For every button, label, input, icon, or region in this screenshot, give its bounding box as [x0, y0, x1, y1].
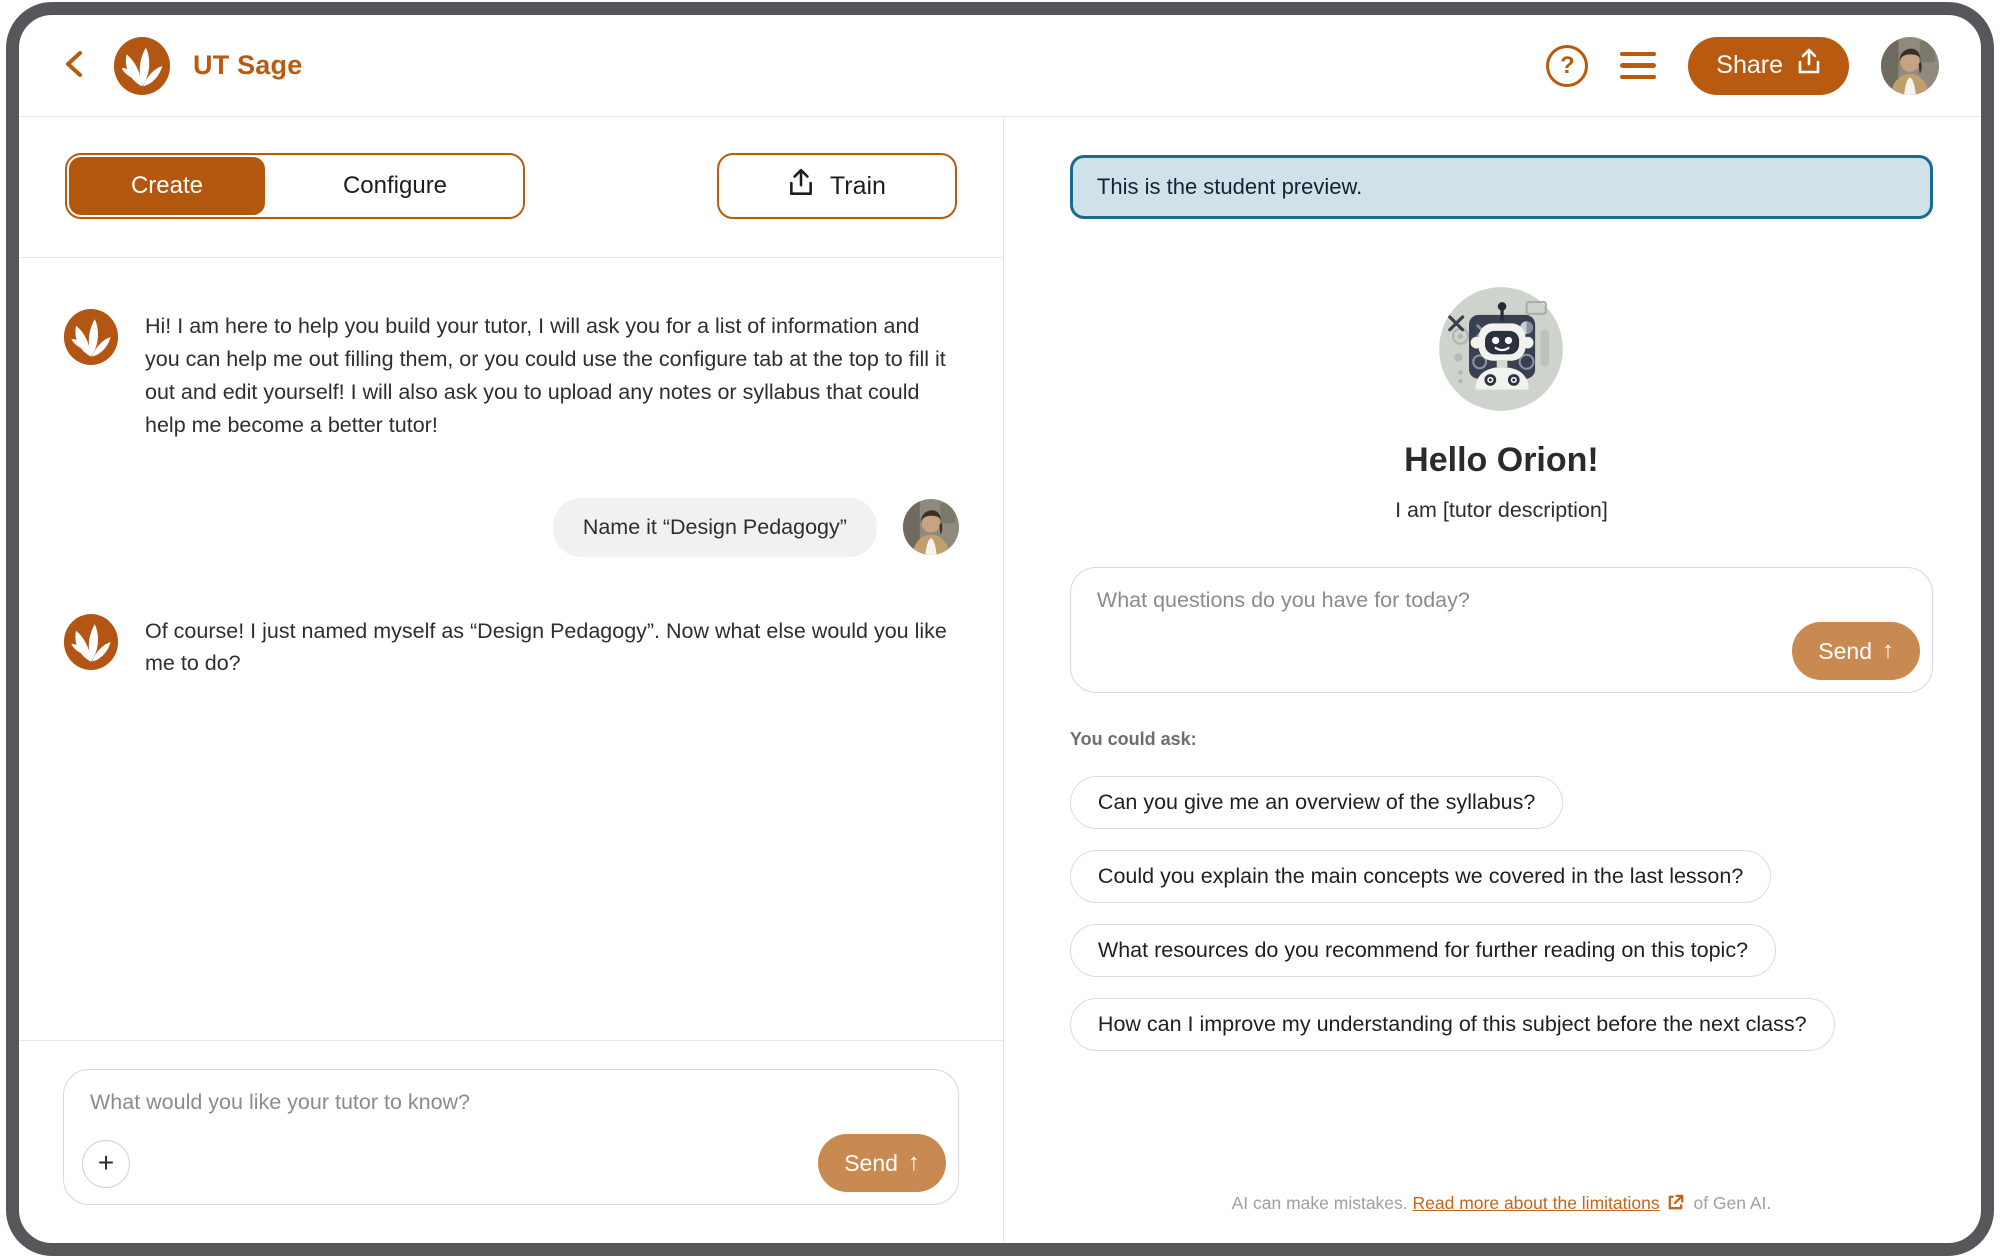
- tutor-leaf-avatar-icon: [63, 308, 119, 366]
- builder-panel: [19, 117, 1004, 1243]
- assistant-message-text: Of course! I just named myself as “Design Pedagogy”. Now what else would you like me to do?: [145, 618, 947, 676]
- app-window: [6, 2, 1994, 1256]
- header: [19, 15, 1981, 117]
- create-configure-tabs: [65, 153, 525, 219]
- share-button-label: Share: [1716, 51, 1783, 79]
- limitations-link[interactable]: Read more about the limitations: [1412, 1193, 1660, 1213]
- tab-row: [19, 117, 1003, 258]
- ut-sage-logo-icon: [113, 36, 171, 96]
- header-right: [1546, 37, 1939, 95]
- ai-disclaimer: [1070, 1185, 1933, 1221]
- suggestion-pill[interactable]: Can you give me an overview of the syllabus?: [1070, 776, 1563, 829]
- student-send-button[interactable]: [1792, 622, 1920, 680]
- arrow-up-icon: ↑: [907, 1149, 920, 1176]
- app-title: UT Sage: [193, 50, 303, 80]
- train-button-label: Train: [829, 171, 886, 200]
- disclaimer-suffix: of Gen AI.: [1688, 1193, 1772, 1213]
- arrow-up-icon: ↑: [1882, 637, 1894, 664]
- user-avatar: [903, 499, 959, 555]
- assistant-message: [63, 308, 959, 442]
- builder-composer: [63, 1069, 959, 1205]
- tutor-hero: [1070, 285, 1933, 523]
- share-button[interactable]: [1688, 37, 1849, 95]
- back-chevron-icon: [61, 47, 87, 84]
- plus-icon: +: [97, 1146, 115, 1178]
- tutor-description: I am [tutor description]: [1395, 498, 1608, 522]
- suggestion-pill[interactable]: Could you explain the main concepts we covered in the last lesson?: [1070, 850, 1771, 903]
- help-button[interactable]: [1546, 45, 1588, 87]
- user-message-text: Name it “Design Pedagogy”: [553, 498, 877, 557]
- builder-send-button[interactable]: [818, 1134, 946, 1192]
- attach-button[interactable]: [82, 1140, 130, 1188]
- help-icon: ?: [1546, 45, 1588, 87]
- external-link-icon: [1666, 1193, 1685, 1217]
- suggestion-pill[interactable]: What resources do you recommend for further reading on this topic?: [1070, 924, 1776, 977]
- suggestions-section: [1070, 729, 1933, 1051]
- train-button[interactable]: [717, 153, 957, 219]
- student-preview-banner: This is the student preview.: [1070, 155, 1933, 219]
- user-avatar[interactable]: [1881, 37, 1939, 95]
- student-preview-panel: [1004, 117, 1981, 1243]
- assistant-message: [63, 613, 959, 681]
- header-left: [57, 36, 302, 96]
- disclaimer-prefix: AI can make mistakes.: [1231, 1193, 1413, 1213]
- send-button-label: Send: [1818, 637, 1872, 664]
- student-composer: [1070, 567, 1933, 693]
- suggestion-pill[interactable]: How can I improve my understanding of this subject before the next class?: [1070, 998, 1835, 1051]
- send-button-label: Send: [844, 1149, 898, 1176]
- share-upload-icon: [1797, 48, 1821, 83]
- builder-composer-section: [19, 1040, 1003, 1243]
- builder-composer-input[interactable]: [90, 1090, 928, 1115]
- suggestion-list: [1070, 776, 1835, 1051]
- menu-button[interactable]: [1620, 52, 1656, 80]
- tab-configure[interactable]: Configure: [267, 155, 523, 217]
- back-button[interactable]: [57, 46, 91, 86]
- tutor-greeting: Hello Orion!: [1404, 441, 1599, 479]
- student-composer-input[interactable]: [1097, 588, 1902, 613]
- main-split: [19, 117, 1981, 1243]
- tutor-leaf-avatar-icon: [63, 613, 119, 671]
- hamburger-icon: [1620, 52, 1656, 80]
- user-message: [63, 498, 959, 557]
- tab-create[interactable]: Create: [69, 157, 265, 215]
- builder-chat-area: [19, 258, 1003, 1040]
- assistant-message-text: Hi! I am here to help you build your tutor, I will ask you for a list of information and you can help me out filling them, or you could use the configure tab at the top to fill it out and edit yourself! I will also ask you to upload any notes or syllabus that could help me become a better tutor!: [145, 314, 946, 437]
- suggestions-label: You could ask:: [1069, 729, 1197, 749]
- train-upload-icon: [788, 168, 814, 205]
- robot-avatar-icon: [1437, 285, 1565, 413]
